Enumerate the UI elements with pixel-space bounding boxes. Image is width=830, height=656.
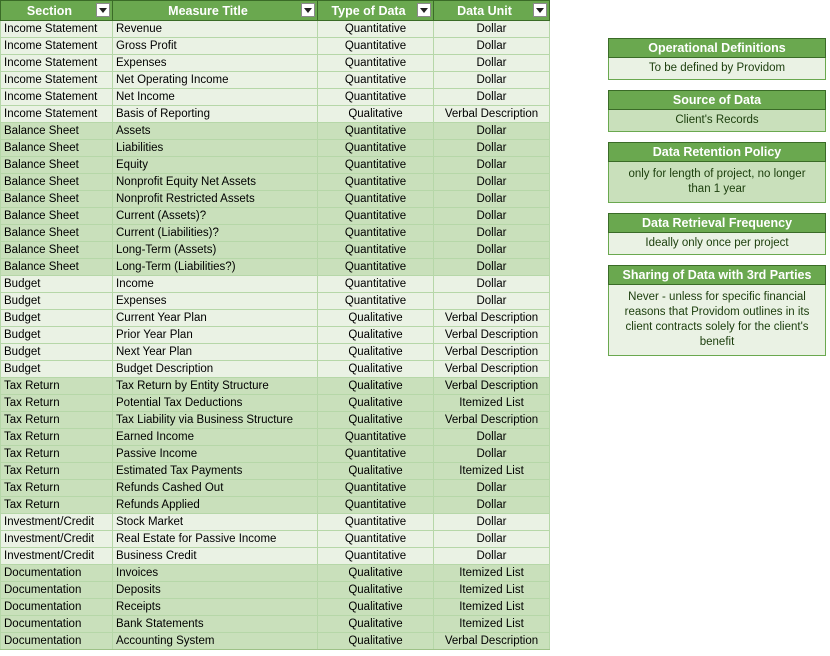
cell-data-unit[interactable]: Dollar [434,242,550,259]
cell-measure-title[interactable]: Next Year Plan [113,344,318,361]
cell-data-unit[interactable]: Dollar [434,225,550,242]
cell-section[interactable]: Income Statement [1,38,113,55]
card-title: Data Retrieval Frequency [608,213,826,233]
card-operational-definitions [608,38,826,80]
card-title: Source of Data [608,90,826,110]
cell-data-unit[interactable]: Verbal Description [434,106,550,123]
table-row[interactable] [1,242,550,259]
cell-measure-title[interactable]: Assets [113,123,318,140]
table-row[interactable] [1,463,550,480]
cell-measure-title[interactable]: Long-Term (Liabilities?) [113,259,318,276]
card-body: Client's Records [608,110,826,132]
cell-data-unit[interactable]: Dollar [434,514,550,531]
table-row[interactable] [1,548,550,565]
cell-section[interactable]: Tax Return [1,497,113,514]
table-row[interactable] [1,21,550,38]
cell-measure-title[interactable]: Deposits [113,582,318,599]
cell-data-unit[interactable]: Itemized List [434,565,550,582]
cell-data-unit[interactable]: Dollar [434,55,550,72]
cell-section[interactable]: Tax Return [1,463,113,480]
cell-type-of-data[interactable]: Quantitative [318,259,434,276]
cell-section[interactable]: Documentation [1,616,113,633]
cell-data-unit[interactable]: Dollar [434,480,550,497]
card-title: Data Retention Policy [608,142,826,162]
cell-type-of-data[interactable]: Quantitative [318,242,434,259]
cell-data-unit[interactable]: Dollar [434,531,550,548]
cell-section[interactable]: Tax Return [1,429,113,446]
filter-dropdown-icon-measure-title[interactable] [301,3,315,17]
cell-section[interactable]: Investment/Credit [1,548,113,565]
cell-data-unit[interactable]: Dollar [434,174,550,191]
cell-section[interactable]: Balance Sheet [1,123,113,140]
cell-type-of-data[interactable]: Quantitative [318,89,434,106]
cell-section[interactable]: Budget [1,327,113,344]
cell-type-of-data[interactable]: Qualitative [318,378,434,395]
column-header-measure-title[interactable] [113,1,318,21]
cell-type-of-data[interactable]: Quantitative [318,497,434,514]
cell-measure-title[interactable]: Passive Income [113,446,318,463]
cell-measure-title[interactable]: Liabilities [113,140,318,157]
cell-type-of-data[interactable]: Quantitative [318,157,434,174]
cell-measure-title[interactable]: Basis of Reporting [113,106,318,123]
cell-type-of-data[interactable]: Quantitative [318,208,434,225]
column-header-section-label: Section [26,3,73,18]
cell-data-unit[interactable]: Dollar [434,548,550,565]
cell-type-of-data[interactable]: Quantitative [318,191,434,208]
cell-measure-title[interactable]: Revenue [113,21,318,38]
cell-measure-title[interactable]: Refunds Cashed Out [113,480,318,497]
cell-type-of-data[interactable]: Qualitative [318,582,434,599]
table-row[interactable] [1,633,550,650]
cell-section[interactable]: Documentation [1,633,113,650]
cell-measure-title[interactable]: Budget Description [113,361,318,378]
cell-section[interactable]: Balance Sheet [1,157,113,174]
table-row[interactable] [1,293,550,310]
cell-measure-title[interactable]: Potential Tax Deductions [113,395,318,412]
cell-type-of-data[interactable]: Quantitative [318,429,434,446]
cell-type-of-data[interactable]: Quantitative [318,225,434,242]
column-header-type-of-data-label: Type of Data [331,3,406,18]
cell-data-unit[interactable]: Dollar [434,293,550,310]
cell-data-unit[interactable]: Verbal Description [434,310,550,327]
cell-data-unit[interactable]: Verbal Description [434,327,550,344]
cell-data-unit[interactable]: Dollar [434,276,550,293]
cell-measure-title[interactable]: Current (Liabilities)? [113,225,318,242]
table-row[interactable] [1,514,550,531]
cell-data-unit[interactable]: Verbal Description [434,344,550,361]
cell-measure-title[interactable]: Real Estate for Passive Income [113,531,318,548]
cell-type-of-data[interactable]: Quantitative [318,276,434,293]
card-body: Ideally only once per project [608,233,826,255]
table-row[interactable] [1,565,550,582]
cell-type-of-data[interactable]: Qualitative [318,327,434,344]
cell-measure-title[interactable]: Earned Income [113,429,318,446]
card-body: only for length of project, no longer than 1 year [608,162,826,203]
table-row[interactable] [1,38,550,55]
cell-data-unit[interactable]: Verbal Description [434,633,550,650]
card-source-of-data [608,90,826,132]
cell-section[interactable]: Income Statement [1,106,113,123]
cell-data-unit[interactable]: Dollar [434,208,550,225]
column-header-section[interactable] [1,1,113,21]
cell-measure-title[interactable]: Stock Market [113,514,318,531]
cell-type-of-data[interactable]: Qualitative [318,106,434,123]
table-row[interactable] [1,429,550,446]
cell-data-unit[interactable]: Itemized List [434,395,550,412]
cell-type-of-data[interactable]: Qualitative [318,616,434,633]
cell-measure-title[interactable]: Net Income [113,89,318,106]
cell-measure-title[interactable]: Gross Profit [113,38,318,55]
cell-type-of-data[interactable]: Qualitative [318,463,434,480]
cell-section[interactable]: Tax Return [1,395,113,412]
table-header-row [1,1,550,21]
cell-measure-title[interactable]: Income [113,276,318,293]
cell-data-unit[interactable]: Dollar [434,259,550,276]
cell-type-of-data[interactable]: Quantitative [318,123,434,140]
cell-type-of-data[interactable]: Qualitative [318,633,434,650]
cell-section[interactable]: Balance Sheet [1,242,113,259]
cell-type-of-data[interactable]: Quantitative [318,531,434,548]
cell-data-unit[interactable]: Dollar [434,157,550,174]
cell-data-unit[interactable]: Dollar [434,446,550,463]
card-body: To be defined by Providom [608,58,826,80]
cell-measure-title[interactable]: Prior Year Plan [113,327,318,344]
cell-type-of-data[interactable]: Quantitative [318,72,434,89]
cell-type-of-data[interactable]: Quantitative [318,55,434,72]
cell-measure-title[interactable]: Equity [113,157,318,174]
cell-type-of-data[interactable]: Quantitative [318,140,434,157]
cell-type-of-data[interactable]: Quantitative [318,293,434,310]
cell-section[interactable]: Income Statement [1,89,113,106]
cell-section[interactable]: Budget [1,344,113,361]
table-row[interactable] [1,446,550,463]
cell-measure-title[interactable]: Net Operating Income [113,72,318,89]
cell-measure-title[interactable]: Accounting System [113,633,318,650]
cell-section[interactable]: Tax Return [1,412,113,429]
cell-measure-title[interactable]: Expenses [113,293,318,310]
cell-data-unit[interactable]: Dollar [434,497,550,514]
cell-section[interactable]: Documentation [1,565,113,582]
column-header-measure-title-label: Measure Title [168,3,248,18]
cell-measure-title[interactable]: Long-Term (Assets) [113,242,318,259]
cell-type-of-data[interactable]: Quantitative [318,480,434,497]
cell-section[interactable]: Budget [1,361,113,378]
filter-dropdown-icon-type-of-data[interactable] [417,3,431,17]
cell-section[interactable]: Balance Sheet [1,225,113,242]
cell-measure-title[interactable]: Current (Assets)? [113,208,318,225]
cell-data-unit[interactable]: Verbal Description [434,412,550,429]
cell-measure-title[interactable]: Estimated Tax Payments [113,463,318,480]
table-row[interactable] [1,157,550,174]
cell-data-unit[interactable]: Itemized List [434,582,550,599]
table-row[interactable] [1,361,550,378]
cell-section[interactable]: Investment/Credit [1,514,113,531]
cell-type-of-data[interactable]: Quantitative [318,38,434,55]
table-row[interactable] [1,140,550,157]
table-row[interactable] [1,395,550,412]
cell-measure-title[interactable]: Current Year Plan [113,310,318,327]
card-data-retrieval-frequency [608,213,826,255]
cell-section[interactable]: Documentation [1,582,113,599]
table-row[interactable] [1,276,550,293]
cell-section[interactable]: Budget [1,276,113,293]
cell-data-unit[interactable]: Itemized List [434,599,550,616]
column-header-type-of-data[interactable] [318,1,434,21]
cell-type-of-data[interactable]: Qualitative [318,310,434,327]
table-row[interactable] [1,72,550,89]
cell-data-unit[interactable]: Dollar [434,89,550,106]
card-data-retention-policy [608,142,826,203]
card-title: Operational Definitions [608,38,826,58]
cell-measure-title[interactable]: Nonprofit Equity Net Assets [113,174,318,191]
cell-data-unit[interactable]: Itemized List [434,616,550,633]
cell-data-unit[interactable]: Dollar [434,140,550,157]
table-row[interactable] [1,616,550,633]
cell-measure-title[interactable]: Bank Statements [113,616,318,633]
table-row[interactable] [1,55,550,72]
table-row[interactable] [1,191,550,208]
table-row[interactable] [1,225,550,242]
cell-section[interactable]: Balance Sheet [1,259,113,276]
cell-type-of-data[interactable]: Qualitative [318,344,434,361]
table-row[interactable] [1,378,550,395]
cell-data-unit[interactable]: Verbal Description [434,361,550,378]
cell-type-of-data[interactable]: Quantitative [318,514,434,531]
cell-section[interactable]: Tax Return [1,378,113,395]
cell-section[interactable]: Income Statement [1,21,113,38]
table-body [1,21,550,650]
table-row[interactable] [1,174,550,191]
cell-section[interactable]: Tax Return [1,480,113,497]
table-row[interactable] [1,89,550,106]
table-row[interactable] [1,599,550,616]
table-row[interactable] [1,344,550,361]
cell-measure-title[interactable]: Tax Return by Entity Structure [113,378,318,395]
cell-type-of-data[interactable]: Quantitative [318,446,434,463]
cell-section[interactable]: Income Statement [1,55,113,72]
table-row[interactable] [1,123,550,140]
cell-data-unit[interactable]: Dollar [434,38,550,55]
cell-measure-title[interactable]: Nonprofit Restricted Assets [113,191,318,208]
cell-section[interactable]: Investment/Credit [1,531,113,548]
table-row[interactable] [1,480,550,497]
cell-data-unit[interactable]: Dollar [434,72,550,89]
cell-type-of-data[interactable]: Quantitative [318,548,434,565]
card-body: Never - unless for specific financial reasons that Providom outlines in its client contracts solely for the client's benefit [608,285,826,356]
card-title: Sharing of Data with 3rd Parties [608,265,826,285]
column-header-data-unit-label: Data Unit [457,3,512,18]
cell-section[interactable]: Balance Sheet [1,208,113,225]
info-cards [608,38,826,366]
cell-section[interactable]: Balance Sheet [1,140,113,157]
table-row[interactable] [1,259,550,276]
cell-section[interactable]: Documentation [1,599,113,616]
table-row[interactable] [1,208,550,225]
cell-data-unit[interactable]: Dollar [434,191,550,208]
cell-section[interactable]: Balance Sheet [1,174,113,191]
cell-measure-title[interactable]: Refunds Applied [113,497,318,514]
cell-measure-title[interactable]: Business Credit [113,548,318,565]
cell-section[interactable]: Budget [1,310,113,327]
cell-type-of-data[interactable]: Quantitative [318,174,434,191]
cell-data-unit[interactable]: Verbal Description [434,378,550,395]
cell-section[interactable]: Tax Return [1,446,113,463]
cell-measure-title[interactable]: Tax Liability via Business Structure [113,412,318,429]
cell-data-unit[interactable]: Dollar [434,21,550,38]
cell-type-of-data[interactable]: Qualitative [318,361,434,378]
cell-data-unit[interactable]: Dollar [434,123,550,140]
cell-measure-title[interactable]: Expenses [113,55,318,72]
table-row[interactable] [1,106,550,123]
table-row[interactable] [1,531,550,548]
cell-type-of-data[interactable]: Qualitative [318,395,434,412]
table-row[interactable] [1,412,550,429]
table-row[interactable] [1,582,550,599]
cell-type-of-data[interactable]: Qualitative [318,599,434,616]
cell-data-unit[interactable]: Dollar [434,429,550,446]
column-header-data-unit[interactable] [434,1,550,21]
cell-section[interactable]: Budget [1,293,113,310]
cell-section[interactable]: Balance Sheet [1,191,113,208]
cell-data-unit[interactable]: Itemized List [434,463,550,480]
cell-type-of-data[interactable]: Qualitative [318,565,434,582]
table-row[interactable] [1,327,550,344]
cell-measure-title[interactable]: Invoices [113,565,318,582]
card-sharing-of-data-with-3rd-parties [608,265,826,356]
cell-type-of-data[interactable]: Qualitative [318,412,434,429]
filter-dropdown-icon-section[interactable] [96,3,110,17]
filter-dropdown-icon-data-unit[interactable] [533,3,547,17]
table-row[interactable] [1,310,550,327]
table-row[interactable] [1,497,550,514]
cell-type-of-data[interactable]: Quantitative [318,21,434,38]
cell-section[interactable]: Income Statement [1,72,113,89]
cell-measure-title[interactable]: Receipts [113,599,318,616]
